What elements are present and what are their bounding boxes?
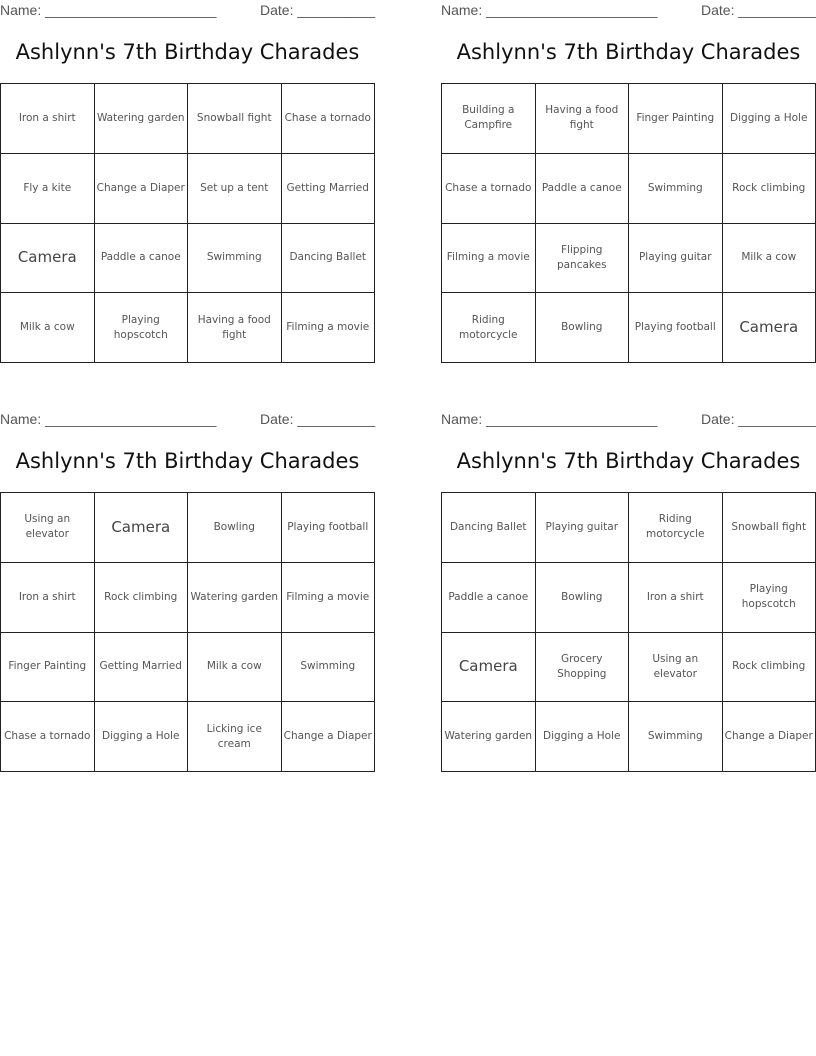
grid-cell: Watering garden xyxy=(95,84,189,154)
grid-cell: Dancing Ballet xyxy=(442,493,536,563)
name-date-row xyxy=(0,409,375,431)
grid-cell: Paddle a canoe xyxy=(536,154,630,224)
grid-cell: Swimming xyxy=(282,633,376,703)
bingo-grid xyxy=(0,492,375,772)
grid-cell: Having a food fight xyxy=(536,84,630,154)
card-title: Ashlynn's 7th Birthday Charades xyxy=(456,40,801,64)
date-label: Date: __________ xyxy=(260,411,376,427)
free-cell: Camera xyxy=(1,224,95,294)
name-label: Name: ______________________ xyxy=(0,2,217,18)
grid-cell: Digging a Hole xyxy=(536,702,630,772)
grid-cell: Set up a tent xyxy=(188,154,282,224)
grid-cell: Iron a shirt xyxy=(1,84,95,154)
grid-cell: Paddle a canoe xyxy=(95,224,189,294)
grid-cell: Using an elevator xyxy=(629,633,723,703)
grid-cell: Chase a tornado xyxy=(282,84,376,154)
grid-cell: Getting Married xyxy=(282,154,376,224)
grid-cell: Milk a cow xyxy=(188,633,282,703)
grid-cell: Having a food fight xyxy=(188,293,282,363)
grid-cell: Finger Painting xyxy=(629,84,723,154)
grid-cell: Flipping pancakes xyxy=(536,224,630,294)
name-label: Name: ______________________ xyxy=(0,411,217,427)
grid-cell: Bowling xyxy=(188,493,282,563)
grid-cell: Rock climbing xyxy=(95,563,189,633)
card-title: Ashlynn's 7th Birthday Charades xyxy=(15,40,360,64)
grid-cell: Playing hopscotch xyxy=(95,293,189,363)
date-label: Date: __________ xyxy=(260,2,376,18)
grid-cell: Getting Married xyxy=(95,633,189,703)
grid-cell: Grocery Shopping xyxy=(536,633,630,703)
free-cell: Camera xyxy=(95,493,189,563)
date-label: Date: __________ xyxy=(701,411,816,427)
grid-cell: Chase a tornado xyxy=(442,154,536,224)
grid-cell: Bowling xyxy=(536,563,630,633)
grid-cell: Filming a movie xyxy=(442,224,536,294)
grid-cell: Using an elevator xyxy=(1,493,95,563)
grid-cell: Snowball fight xyxy=(723,493,816,563)
grid-cell: Snowball fight xyxy=(188,84,282,154)
grid-cell: Milk a cow xyxy=(1,293,95,363)
grid-cell: Iron a shirt xyxy=(629,563,723,633)
bingo-grid xyxy=(441,83,816,363)
grid-cell: Finger Painting xyxy=(1,633,95,703)
card-title: Ashlynn's 7th Birthday Charades xyxy=(15,449,360,473)
grid-cell: Watering garden xyxy=(442,702,536,772)
grid-cell: Swimming xyxy=(188,224,282,294)
name-date-row xyxy=(441,409,816,431)
grid-cell: Riding motorcycle xyxy=(629,493,723,563)
grid-cell: Building a Campfire xyxy=(442,84,536,154)
grid-cell: Playing football xyxy=(629,293,723,363)
grid-cell: Watering garden xyxy=(188,563,282,633)
grid-cell: Playing football xyxy=(282,493,376,563)
free-cell: Camera xyxy=(723,293,816,363)
grid-cell: Riding motorcycle xyxy=(442,293,536,363)
grid-cell: Digging a Hole xyxy=(95,702,189,772)
name-label: Name: ______________________ xyxy=(441,411,658,427)
name-label: Name: ______________________ xyxy=(441,2,658,18)
grid-cell: Playing guitar xyxy=(629,224,723,294)
free-cell: Camera xyxy=(442,633,536,703)
grid-cell: Filming a movie xyxy=(282,293,376,363)
name-date-row xyxy=(0,0,375,22)
grid-cell: Change a Diaper xyxy=(95,154,189,224)
grid-cell: Paddle a canoe xyxy=(442,563,536,633)
date-label: Date: __________ xyxy=(701,2,816,18)
grid-cell: Swimming xyxy=(629,154,723,224)
grid-cell: Playing hopscotch xyxy=(723,563,816,633)
grid-cell: Filming a movie xyxy=(282,563,376,633)
grid-cell: Licking ice cream xyxy=(188,702,282,772)
bingo-grid xyxy=(441,492,816,772)
grid-cell: Rock climbing xyxy=(723,633,816,703)
grid-cell: Rock climbing xyxy=(723,154,816,224)
grid-cell: Playing guitar xyxy=(536,493,630,563)
grid-cell: Chase a tornado xyxy=(1,702,95,772)
grid-cell: Digging a Hole xyxy=(723,84,816,154)
grid-cell: Iron a shirt xyxy=(1,563,95,633)
grid-cell: Bowling xyxy=(536,293,630,363)
grid-cell: Fly a kite xyxy=(1,154,95,224)
grid-cell: Dancing Ballet xyxy=(282,224,376,294)
grid-cell: Milk a cow xyxy=(723,224,816,294)
name-date-row xyxy=(441,0,816,22)
bingo-grid xyxy=(0,83,375,363)
grid-cell: Change a Diaper xyxy=(723,702,816,772)
grid-cell: Change a Diaper xyxy=(282,702,376,772)
grid-cell: Swimming xyxy=(629,702,723,772)
card-title: Ashlynn's 7th Birthday Charades xyxy=(456,449,801,473)
